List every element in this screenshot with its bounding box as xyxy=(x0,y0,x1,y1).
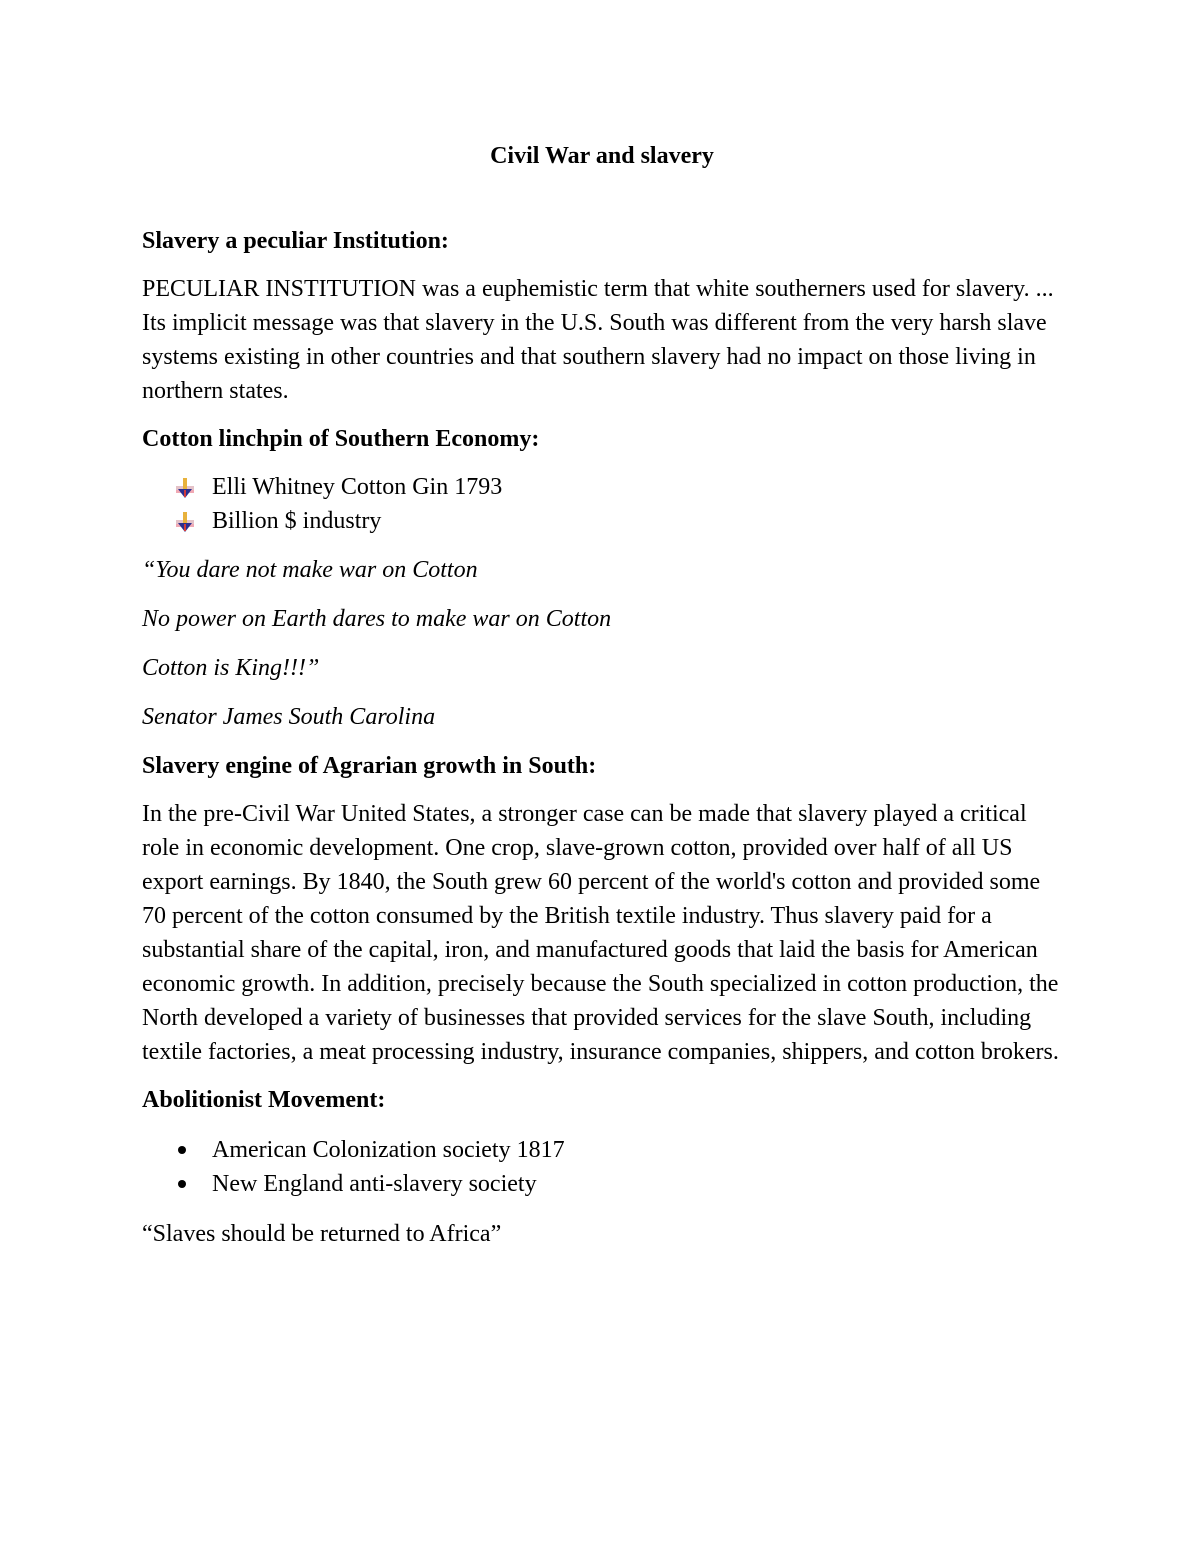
quote-line: No power on Earth dares to make war on Cotton xyxy=(142,606,612,632)
document-page xyxy=(142,138,1062,1251)
section-heading-abolitionist: Abolitionist Movement: xyxy=(142,1087,386,1113)
list-item-text: Billion $ industry xyxy=(212,508,382,534)
cotton-list xyxy=(142,470,1062,538)
list-item-text: Elli Whitney Cotton Gin 1793 xyxy=(212,474,503,500)
closing-quote: “Slaves should be returned to Africa” xyxy=(142,1221,502,1247)
list-item-text: American Colonization society 1817 xyxy=(212,1137,565,1163)
quote-line: “You dare not make war on Cotton xyxy=(142,557,478,583)
abolitionist-list xyxy=(142,1133,1062,1201)
list-item xyxy=(142,1167,1062,1201)
paragraph-agrarian-growth: In the pre-Civil War United States, a stronger case can be made that slavery played a critical role in economic development. One crop, slave-grown cotton, provided over half of all US export earnings. By 1840, the South grew 60 percent of the world's cotton and provided some 70 percent of the cotton consumed by the British textile industry. Thus slavery paid for a substantial share of the capital, iron, and manufactured goods that laid the basis for American economic growth. In addition, precisely because the South specialized in cotton production, the North developed a variety of businesses that provided services for the slave South, including textile factories, a meat processing industry, insurance companies, shippers, and cotton brokers. xyxy=(142,801,1059,1065)
section-heading-peculiar-institution: Slavery a peculiar Institution: xyxy=(142,228,449,254)
paragraph-peculiar-institution: PECULIAR INSTITUTION was a euphemistic term that white southerners used for slavery. ... Its implicit message was that slavery in the U.S. South was different from the very harsh slave systems existing in other countries and that southern slavery had no impact on those living in northern states. xyxy=(142,276,1054,404)
quote-line: Cotton is King!!!” xyxy=(142,655,320,681)
list-item xyxy=(142,1133,1062,1167)
bullet-icon xyxy=(178,1146,186,1154)
quote-attribution: Senator James South Carolina xyxy=(142,704,436,730)
document-title: Civil War and slavery xyxy=(490,143,714,169)
arrow-down-bullet-icon xyxy=(174,477,196,499)
bullet-icon xyxy=(178,1180,186,1188)
section-heading-agrarian-growth: Slavery engine of Agrarian growth in South: xyxy=(142,753,597,779)
section-heading-cotton-economy: Cotton linchpin of Southern Economy: xyxy=(142,426,540,452)
arrow-down-bullet-icon xyxy=(174,511,196,533)
list-item xyxy=(142,504,1062,538)
list-item xyxy=(142,470,1062,504)
list-item-text: New England anti-slavery society xyxy=(212,1171,537,1197)
